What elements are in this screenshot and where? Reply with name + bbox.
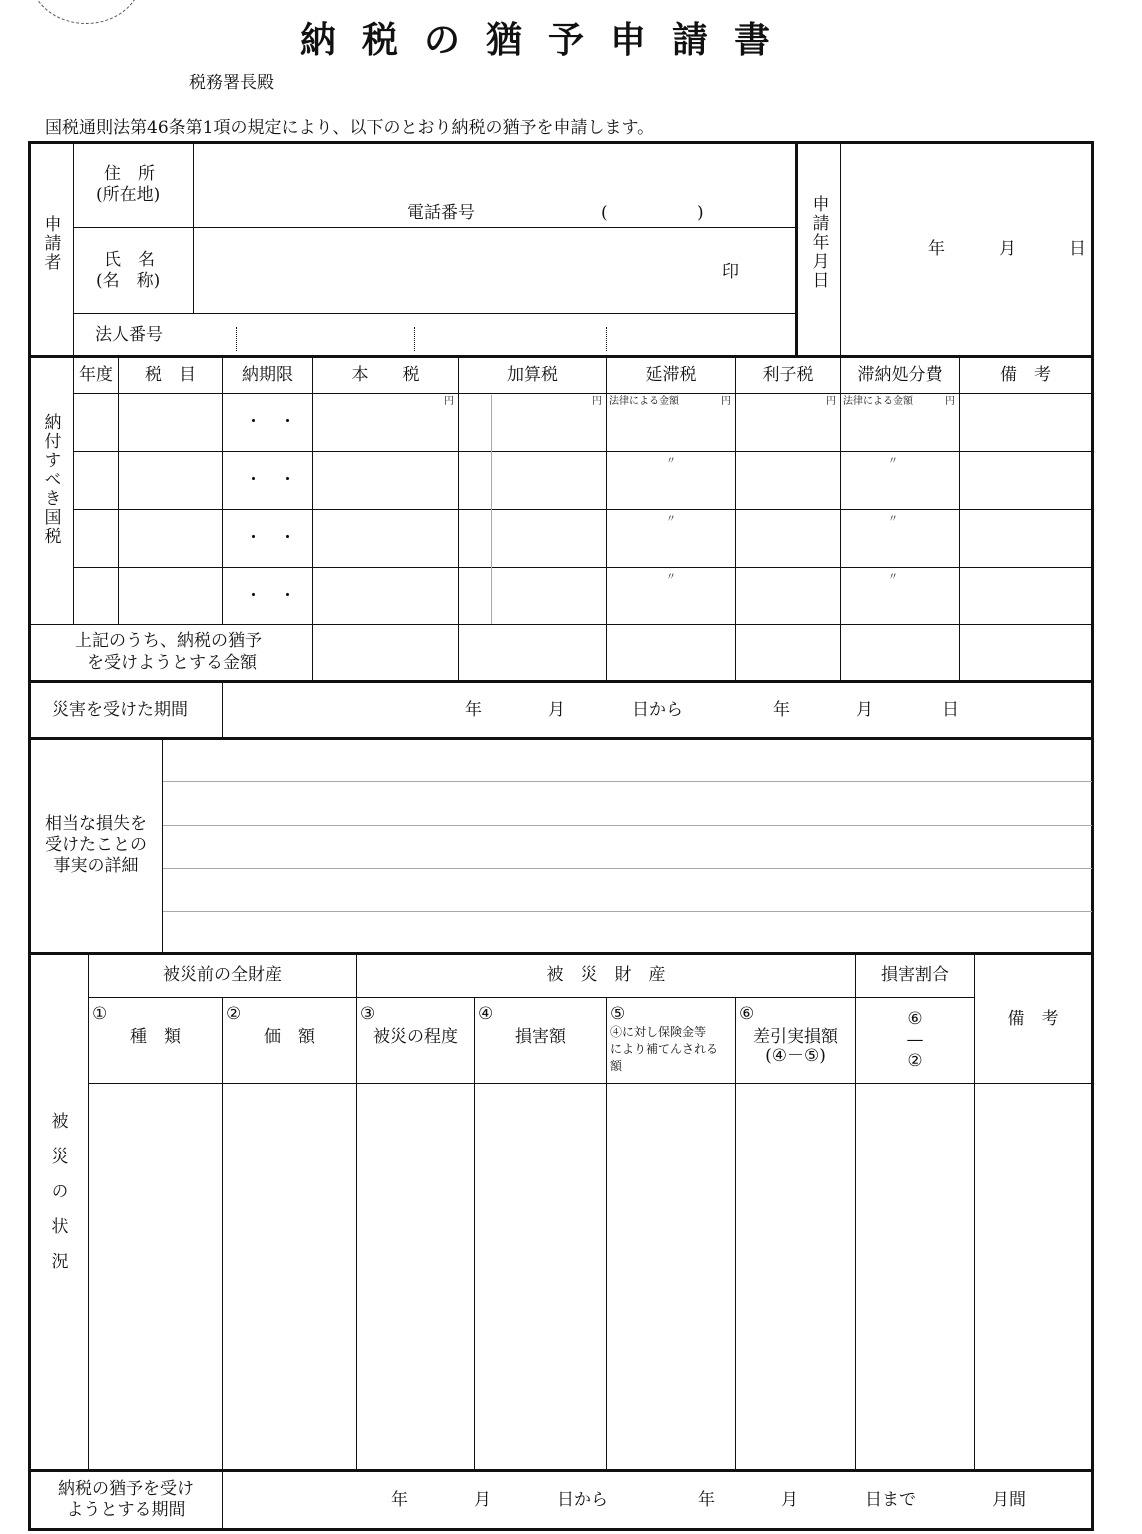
address-label-sub: (所在地) bbox=[96, 185, 161, 205]
address-label: 住 所 bbox=[104, 164, 155, 184]
ratio-numerator: ⑥ bbox=[907, 1009, 923, 1029]
corp-number-label: 法人番号 bbox=[95, 325, 163, 345]
disaster-month: 月 bbox=[548, 700, 565, 720]
due-date-dots: ・ ・ bbox=[245, 586, 296, 606]
grace-year: 年 bbox=[391, 1490, 408, 1510]
page-title: 納税の猶予申請書 bbox=[300, 19, 797, 61]
col-header-due-date: 納期限 bbox=[242, 365, 293, 385]
disaster-year-2: 年 bbox=[773, 700, 790, 720]
col5-line2: により補てんされる bbox=[610, 1042, 719, 1056]
remarks-header: 備 考 bbox=[1007, 1009, 1059, 1029]
name-label: 氏 名 bbox=[104, 250, 155, 270]
applicant-section-label: 申請者 bbox=[40, 215, 61, 272]
name-label-sub: (名 称) bbox=[96, 271, 161, 291]
disaster-day-2: 日 bbox=[942, 700, 959, 720]
col-header-tax-item: 税 目 bbox=[145, 365, 196, 385]
loss-details-label-2: 受けたことの bbox=[45, 835, 147, 855]
disaster-period-label: 災害を受けた期間 bbox=[52, 700, 188, 720]
group-damage-ratio: 損害割合 bbox=[881, 965, 949, 985]
col2-value: 価 額 bbox=[264, 1027, 315, 1047]
grace-months: 月間 bbox=[992, 1490, 1026, 1510]
application-date-label: 申請年月日 bbox=[808, 195, 829, 290]
col-header-year: 年度 bbox=[79, 365, 113, 385]
phone-label: 電話番号 bbox=[407, 203, 475, 223]
loss-details-label-3: 事実の詳細 bbox=[53, 856, 139, 876]
col6-formula: (④－⑤) bbox=[765, 1046, 826, 1066]
ditto-mark: 〃 bbox=[666, 456, 676, 467]
yen-unit: 円 bbox=[444, 396, 454, 407]
grace-from: 日から bbox=[557, 1490, 608, 1510]
col-header-collection-fee: 滞納処分費 bbox=[857, 365, 943, 385]
grace-month-2: 月 bbox=[781, 1490, 798, 1510]
grace-period-label: 納税の猶予を受け bbox=[58, 1479, 194, 1499]
damage-section-label: 被災の状況 bbox=[47, 1112, 68, 1287]
col4-damage-amount: 損害額 bbox=[515, 1027, 566, 1047]
ratio-bar: — bbox=[906, 1030, 924, 1050]
due-date-dots: ・ ・ bbox=[245, 412, 296, 432]
phone-paren-close: ) bbox=[697, 203, 704, 223]
col-header-remarks: 備 考 bbox=[1000, 365, 1051, 385]
col3-number: ③ bbox=[360, 1004, 376, 1024]
subtotal-label-sub: を受けようとする金額 bbox=[87, 653, 257, 673]
legal-amount-note: 法律による金額 bbox=[843, 396, 913, 407]
yen-unit: 円 bbox=[721, 396, 731, 407]
subtotal-label: 上記のうち、納税の猶予 bbox=[75, 631, 262, 651]
due-date-dots: ・ ・ bbox=[245, 470, 296, 490]
ditto-mark: 〃 bbox=[666, 514, 676, 525]
loss-details-label: 相当な損失を bbox=[45, 814, 147, 834]
phone-paren-open: ( bbox=[601, 203, 608, 223]
ditto-mark: 〃 bbox=[888, 456, 898, 467]
ratio-denominator: ② bbox=[907, 1051, 923, 1071]
intro-text: 国税通則法第46条第1項の規定により、以下のとおり納税の猶予を申請します。 bbox=[45, 118, 655, 138]
disaster-year: 年 bbox=[465, 700, 482, 720]
col5-line1: ④に対し保険金等 bbox=[610, 1025, 707, 1039]
col-header-interest: 利子税 bbox=[762, 365, 814, 385]
ditto-mark: 〃 bbox=[666, 572, 676, 583]
grace-period-label-2: ようとする期間 bbox=[66, 1500, 186, 1520]
yen-unit: 円 bbox=[592, 396, 602, 407]
addressee: 税務署長殿 bbox=[189, 73, 274, 93]
col2-number: ② bbox=[226, 1004, 242, 1024]
date-month: 月 bbox=[999, 239, 1016, 259]
group-damaged-property: 被 災 財 産 bbox=[546, 965, 666, 985]
yen-unit: 円 bbox=[826, 396, 836, 407]
group-before-disaster: 被災前の全財産 bbox=[163, 965, 282, 985]
yen-unit: 円 bbox=[945, 396, 955, 407]
grace-year-2: 年 bbox=[698, 1490, 715, 1510]
col-header-principal: 本 税 bbox=[351, 365, 420, 385]
col-header-delinquency: 延滞税 bbox=[645, 365, 697, 385]
col6-number: ⑥ bbox=[739, 1004, 755, 1024]
seal-label: 印 bbox=[722, 262, 739, 282]
taxes-section-label: 納付すべき国税 bbox=[40, 413, 61, 546]
col5-number: ⑤ bbox=[610, 1004, 626, 1024]
ditto-mark: 〃 bbox=[888, 572, 898, 583]
col5-line3: 額 bbox=[610, 1059, 623, 1073]
col3-extent: 被災の程度 bbox=[373, 1027, 458, 1047]
col6-net-loss: 差引実損額 bbox=[753, 1027, 838, 1047]
legal-amount-note: 法律による金額 bbox=[609, 396, 679, 407]
date-year: 年 bbox=[928, 239, 945, 259]
receipt-stamp-circle bbox=[30, 0, 142, 24]
col4-number: ④ bbox=[478, 1004, 494, 1024]
col1-number: ① bbox=[92, 1004, 108, 1024]
grace-month: 月 bbox=[474, 1490, 491, 1510]
due-date-dots: ・ ・ bbox=[245, 528, 296, 548]
disaster-month-2: 月 bbox=[856, 700, 873, 720]
date-day: 日 bbox=[1069, 239, 1086, 259]
grace-until: 日まで bbox=[865, 1490, 916, 1510]
ditto-mark: 〃 bbox=[888, 514, 898, 525]
disaster-from: 日から bbox=[632, 700, 683, 720]
col-header-additional: 加算税 bbox=[507, 365, 558, 385]
col1-kind: 種 類 bbox=[130, 1027, 181, 1047]
